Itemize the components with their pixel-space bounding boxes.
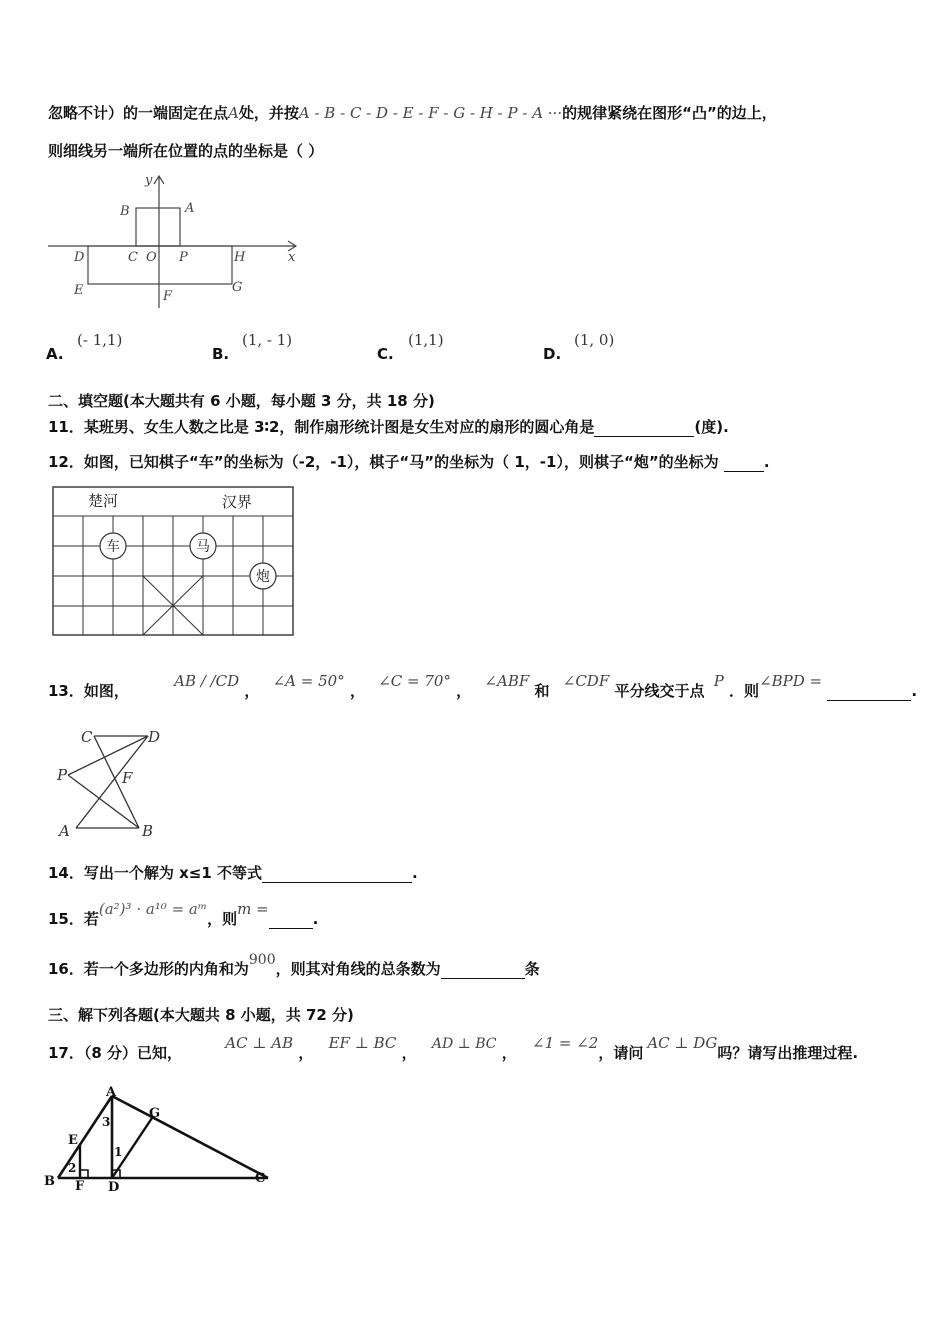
x-axis-label: x	[288, 250, 296, 265]
label-b: B	[120, 204, 130, 219]
fig13-label-a: A	[59, 822, 70, 840]
q13-answer-blank[interactable]	[827, 682, 911, 701]
chess-piece-pao	[250, 563, 276, 589]
q15-m-equals: m =	[237, 900, 269, 918]
chess-piece-ma	[190, 533, 216, 559]
fig17-label-a: A	[106, 1085, 117, 1100]
label-c: C	[128, 250, 138, 265]
q14-text: 14．写出一个解为 x≤1 不等式	[48, 864, 263, 882]
q16-prefix: 16．若一个多边形的内角和为	[48, 960, 249, 978]
q17-ac-perp-dg: AC ⊥ DG	[647, 1034, 718, 1052]
fig17-angle-2: 2	[68, 1161, 77, 1175]
fig13-label-f: F	[122, 769, 133, 787]
q17-ac-perp-ab: AC ⊥ AB	[225, 1034, 294, 1052]
q17-mid: ，请问	[598, 1044, 644, 1062]
chess-label-hanjie: 汉界	[222, 493, 253, 511]
label-h: H	[234, 250, 246, 265]
fig17-label-c: C	[255, 1171, 266, 1186]
intro-text-a: 忽略不计）的一端固定在点	[48, 104, 229, 122]
q13-angle-bpd: ∠BPD =	[759, 672, 823, 690]
question-12	[48, 451, 770, 472]
fig17-label-b: B	[44, 1174, 55, 1189]
q17-comma-3: ，	[501, 1044, 517, 1062]
q13-prefix: 13．如图，	[48, 682, 129, 700]
intro-point-a: A	[228, 104, 239, 122]
q15-mid: ，则	[207, 910, 238, 928]
option-b-label: B.	[212, 345, 230, 363]
q17-ef-perp-bc: EF ⊥ BC	[328, 1034, 397, 1052]
fig17-angle-1: 1	[114, 1145, 123, 1159]
svg-text:车: 车	[106, 539, 120, 555]
y-axis-label: y	[145, 173, 153, 188]
fig17-label-d: D	[108, 1180, 120, 1194]
intro-line-1	[48, 102, 777, 123]
fig17-label-e: E	[68, 1133, 78, 1148]
fig13-label-p: P	[57, 766, 68, 784]
q13-angle-abf: ∠ABF	[484, 672, 530, 690]
chess-label-chuhe: 楚河	[88, 492, 119, 510]
label-o: O	[146, 250, 157, 265]
chess-board-figure	[52, 486, 298, 640]
svg-text:马: 马	[196, 539, 210, 555]
option-c-label: C.	[377, 345, 394, 363]
q16-angle-sum: 900	[248, 952, 276, 968]
label-e: E	[74, 283, 84, 298]
option-d-value: (1, 0)	[574, 331, 615, 349]
q13-mid-text: 平分线交于点	[614, 682, 705, 700]
q13-angle-c: ∠C = 70°	[378, 672, 451, 690]
fig13-label-b: B	[142, 822, 154, 840]
q15-expression: (a²)³ · a¹⁰ = aᵐ	[98, 900, 208, 918]
fig13-label-d: D	[148, 728, 161, 746]
q17-tail: 吗？请写出推理过程.	[717, 1044, 859, 1062]
question-17	[48, 1034, 859, 1063]
fig17-angle-3: 3	[102, 1115, 111, 1129]
q14-tail: .	[412, 864, 418, 882]
option-a-value: (- 1,1)	[77, 331, 123, 349]
question-16	[48, 952, 540, 979]
option-b-value: (1, - 1)	[242, 331, 293, 349]
q16-mid: ，则其对角线的总条数为	[275, 960, 441, 978]
q13-tail: .	[911, 682, 918, 700]
fig17-label-f: F	[75, 1179, 85, 1194]
intro-line-2: 则细线另一端所在位置的点的坐标是（ ）	[48, 142, 324, 160]
section-2-heading: 二、填空题(本大题共有 6 小题，每小题 3 分，共 18 分)	[48, 392, 435, 410]
q11-answer-blank[interactable]	[594, 418, 694, 437]
question-11	[48, 416, 729, 437]
q11-text: 11．某班男、女生人数之比是 3∶2，制作扇形统计图是女生对应的扇形的圆心角是	[48, 418, 595, 436]
q13-angle-cdf: ∠CDF	[562, 672, 610, 690]
chess-piece-che	[100, 533, 126, 559]
q17-ad-perp-bc: AD ⊥ BC	[431, 1036, 497, 1052]
question-15	[48, 900, 319, 929]
q13-angle-a: ∠A = 50°	[272, 672, 345, 690]
q13-comma-2: ，	[349, 682, 365, 700]
label-g: G	[232, 280, 243, 295]
q12-answer-blank[interactable]	[724, 453, 764, 472]
q13-point-p: P	[713, 672, 724, 690]
label-p: P	[179, 250, 188, 265]
fig17-label-g: G	[149, 1106, 161, 1121]
q17-angle-1-eq-2: ∠1 = ∠2	[532, 1034, 599, 1052]
label-f: F	[163, 289, 173, 304]
q13-then: ．则	[729, 682, 760, 700]
q17-prefix: 17．（8 分）已知，	[48, 1044, 183, 1062]
intro-text-b: 处，并按	[238, 104, 299, 122]
q12-tail: .	[763, 453, 770, 471]
q17-comma-2: ，	[401, 1044, 417, 1062]
option-d-label: D.	[543, 345, 562, 363]
label-d: D	[74, 250, 85, 265]
figure-17	[40, 1082, 280, 1194]
q14-answer-blank[interactable]	[262, 864, 412, 883]
section-3-heading: 三、解下列各题(本大题共 8 小题，共 72 分)	[48, 1006, 354, 1024]
q13-comma-3: ，	[456, 682, 472, 700]
question-14	[48, 862, 418, 883]
label-a: A	[185, 201, 195, 216]
convex-figure	[48, 170, 318, 310]
q13-and: 和	[534, 682, 550, 700]
q16-answer-blank[interactable]	[441, 960, 525, 979]
q13-comma-1: ，	[244, 682, 260, 700]
q12-text: 12．如图，已知棋子“车”的坐标为（-2，-1），棋子“马”的坐标为（ 1，-1），则棋子“炮”的坐标为	[48, 453, 719, 471]
q15-tail: .	[312, 910, 319, 928]
option-c-value: (1,1)	[408, 331, 444, 349]
q13-ab-parallel-cd: AB / /CD	[174, 672, 240, 690]
svg-text:炮: 炮	[256, 569, 270, 585]
intro-text-c: 的规律紧绕在图形“凸”的边上，	[562, 104, 777, 122]
q11-tail: (度).	[694, 418, 729, 436]
q15-prefix: 15．若	[48, 910, 99, 928]
option-a-label: A.	[46, 345, 64, 363]
q15-answer-blank[interactable]	[269, 910, 313, 929]
q17-comma-1: ，	[298, 1044, 314, 1062]
question-13	[48, 672, 918, 701]
fig13-label-c: C	[81, 728, 93, 746]
q16-tail: 条	[524, 960, 540, 978]
intro-sequence: A - B - C - D - E - F - G - H - P - A ···	[298, 104, 563, 122]
figure-13	[52, 724, 172, 844]
